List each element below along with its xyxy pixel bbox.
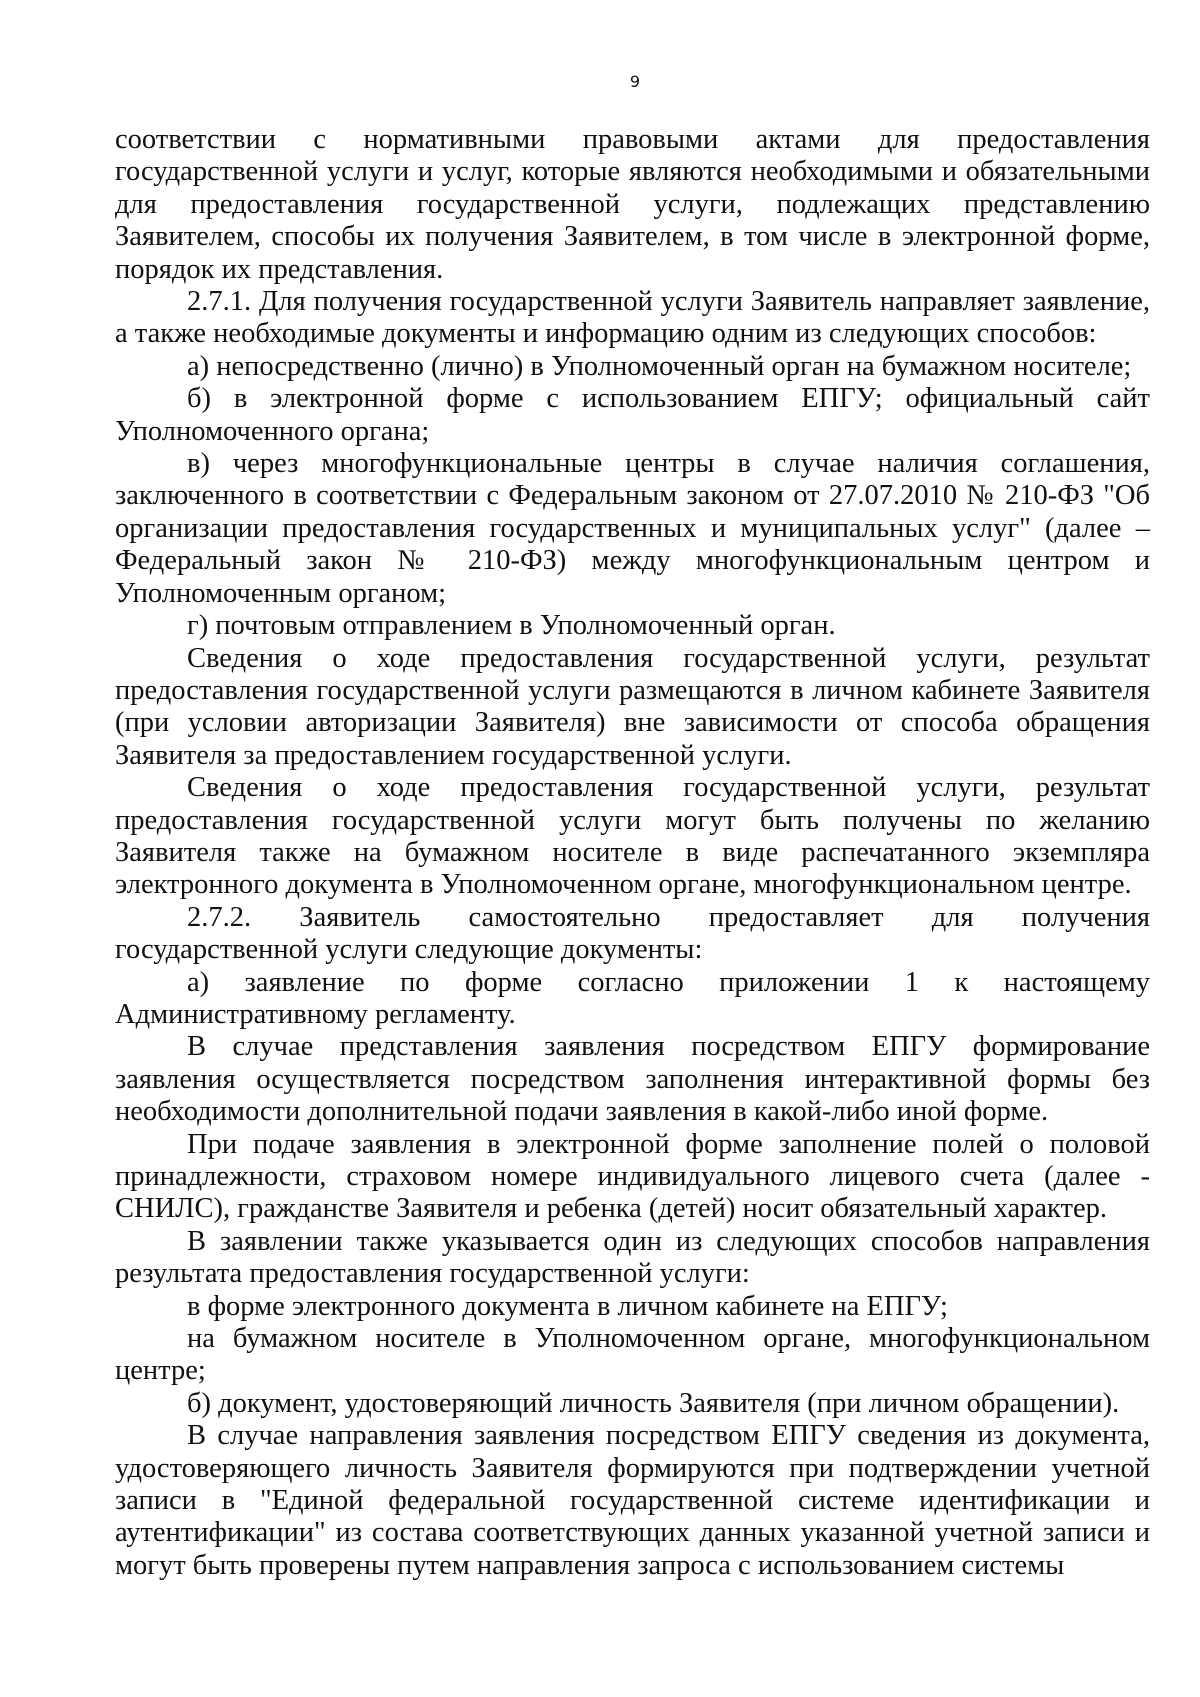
- paragraph-status-info: Сведения о ходе предоставления государственной услуги, результат предоставления государственной услуги размещаются в личном кабинете Заявителя (при условии авторизации Заявителя) вне зависимости от способа обращения Заявителя за предоставлением государственной услуги.: [115, 642, 1150, 771]
- list-item-paper-result: на бумажном носителе в Уполномоченном органе, многофункциональном центре;: [115, 1323, 1150, 1387]
- paragraph-paper-copy: Сведения о ходе предоставления государственной услуги, результат предоставления государственной услуги могут быть получены по желанию Заявителя также на бумажном носителе в виде распечатанного экземпляра электронного документа в Уполномоченном органе, многофункциональном центре.: [115, 772, 1150, 901]
- list-item-a-application: а) заявление по форме согласно приложении 1 к настоящему Административному регламенту.: [115, 966, 1150, 1030]
- list-item-b-electronic: б) в электронной форме с использованием ЕПГУ; официальный сайт Уполномоченного органа;: [115, 383, 1150, 447]
- list-item-v-mfc: в) через многофункциональные центры в случае наличия соглашения, заключенного в соответствии с Федеральным законом от 27.07.2010 № 210-ФЗ "Об организации предоставления государственных и муниципальных услуг" (далее – Федеральный закон № 210-ФЗ) между многофункциональным центром и Уполномоченным органом;: [115, 448, 1150, 609]
- page-number: 9: [629, 72, 641, 91]
- paragraph-esia-verification: В случае направления заявления посредством ЕПГУ сведения из документа, удостоверяющего личность Заявителя формируются при подтверждении учетной записи в "Единой федеральной государственной системе идентификации и аутентификации" из состава соответствующих данных указанной учетной записи и могут быть проверены путем направления запроса с использованием системы: [115, 1420, 1150, 1581]
- paragraph-result-methods: В заявлении также указывается один из следующих способов направления результата предоставления государственной услуги:: [115, 1225, 1150, 1290]
- list-item-electronic-result: в форме электронного документа в личном кабинете на ЕПГУ;: [187, 1290, 948, 1322]
- paragraph-required-fields: При подаче заявления в электронной форме заполнение полей о половой принадлежности, страховом номере индивидуального лицевого счета (далее - СНИЛС), гражданстве Заявителя и ребенка (детей) носит обязательный характер.: [115, 1128, 1150, 1225]
- list-item-a-in-person: а) непосредственно (лично) в Уполномоченный орган на бумажном носителе;: [187, 350, 1132, 382]
- paragraph-epgu-form: В случае представления заявления посредством ЕПГУ формирование заявления осуществляется посредством заполнения интерактивной формы без необходимости дополнительной подачи заявления в какой-либо иной форме.: [115, 1031, 1150, 1128]
- list-item-g-post: г) почтовым отправлением в Уполномоченный орган.: [187, 610, 836, 642]
- document-body: [115, 124, 1150, 1582]
- paragraph-intro: соответствии с нормативными правовыми актами для предоставления государственной услуги и услуг, которые являются необходимыми и обязательными для предоставления государственной услуги, подлежащих представлению Заявителем, способы их получения Заявителем, в том числе в электронной форме, порядок их представления.: [115, 124, 1150, 285]
- list-item-b-identity-document: б) документ, удостоверяющий личность Заявителя (при личном обращении).: [187, 1387, 1120, 1419]
- paragraph-2-7-2: 2.7.2. Заявитель самостоятельно предоставляет для получения государственной услуги следующие документы:: [115, 901, 1150, 966]
- paragraph-2-7-1: 2.7.1. Для получения государственной услуги Заявитель направляет заявление, а также необходимые документы и информацию одним из следующих способов:: [115, 286, 1150, 350]
